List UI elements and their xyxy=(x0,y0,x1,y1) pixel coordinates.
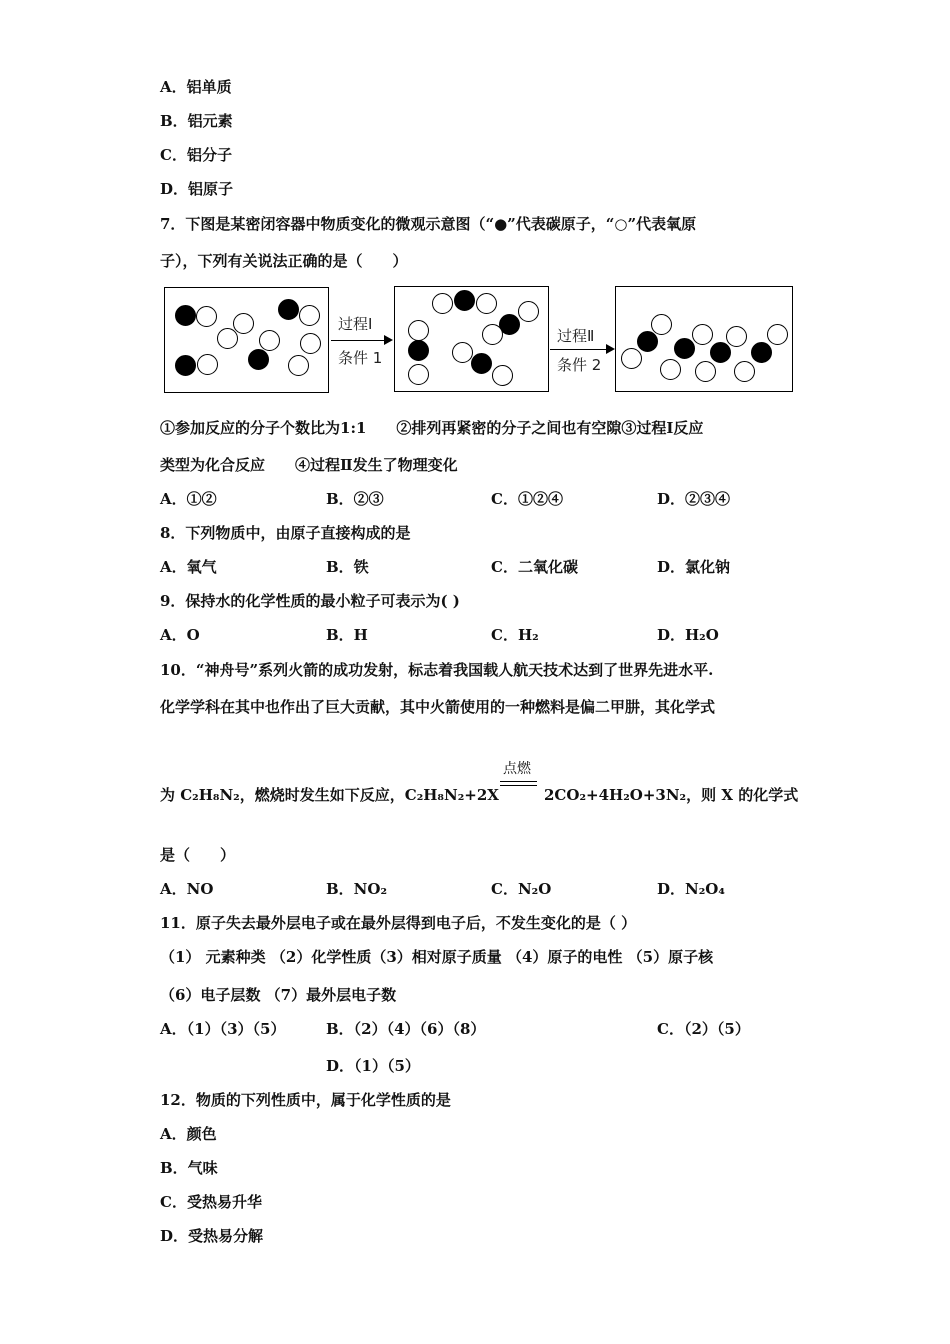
q6-option-a: A．铝单质 xyxy=(160,78,232,96)
oxygen-atom xyxy=(452,342,473,363)
oxygen-atom xyxy=(692,324,713,345)
arrow-2 xyxy=(550,349,606,350)
carbon-atom xyxy=(278,299,299,320)
q8-option-c: C．二氧化碳 xyxy=(491,558,578,576)
q10-option-b: B．NO₂ xyxy=(326,880,388,898)
oxygen-atom xyxy=(300,333,321,354)
q9-option-b: B．H xyxy=(326,626,368,644)
condition-1-label: 条件 1 xyxy=(338,349,383,367)
q10-equation-prefix: 为 C₂H₈N₂，燃烧时发生如下反应，C₂H₈N₂+2X xyxy=(160,786,499,804)
arrow-1 xyxy=(331,340,384,341)
carbon-atom xyxy=(471,353,492,374)
q8-option-b: B．铁 xyxy=(326,558,369,576)
carbon-atom xyxy=(454,290,475,311)
q12-stem: 12．物质的下列性质中，属于化学性质的是 xyxy=(160,1091,451,1109)
diagram-box-middle xyxy=(394,286,549,392)
oxygen-atom xyxy=(660,359,681,380)
oxygen-atom xyxy=(492,365,513,386)
q7-stem-line1: 7．下图是某密闭容器中物质变化的微观示意图（“●”代表碳原子，“○”代表氧原 xyxy=(160,215,697,233)
oxygen-atom xyxy=(432,293,453,314)
q9-stem: 9．保持水的化学性质的最小粒子可表示为( ) xyxy=(160,592,460,610)
q10-option-d: D．N₂O₄ xyxy=(657,880,725,898)
q7-option-b: B．②③ xyxy=(326,490,384,508)
oxygen-atom xyxy=(476,293,497,314)
oxygen-atom xyxy=(196,306,217,327)
q12-option-c: C．受热易升华 xyxy=(160,1193,262,1211)
oxygen-atom xyxy=(651,314,672,335)
carbon-atom xyxy=(710,342,731,363)
carbon-atom xyxy=(175,355,196,376)
oxygen-atom xyxy=(288,355,309,376)
q7-option-c: C．①②④ xyxy=(491,490,563,508)
q11-option-b: B．（2）（4）（6）（8） xyxy=(326,1020,486,1038)
oxygen-atom xyxy=(621,348,642,369)
q9-option-d: D．H₂O xyxy=(657,626,719,644)
diagram-box-before xyxy=(164,287,329,393)
q12-option-b: B．气味 xyxy=(160,1159,218,1177)
q7-option-a: A．①② xyxy=(160,490,217,508)
carbon-atom xyxy=(175,305,196,326)
q12-option-d: D．受热易分解 xyxy=(160,1227,264,1245)
carbon-atom xyxy=(751,342,772,363)
q11-option-d: D．（1）（5） xyxy=(326,1057,420,1075)
oxygen-atom xyxy=(695,361,716,382)
process-2-label: 过程Ⅱ xyxy=(557,327,595,345)
q7-stem-line2: 子），下列有关说法正确的是（ ） xyxy=(160,252,408,270)
carbon-atom xyxy=(408,340,429,361)
q7-statements-line1: ①参加反应的分子个数比为1:1 ②排列再紧密的分子之间也有空隙③过程Ⅰ反应 xyxy=(160,419,704,437)
diagram-box-after xyxy=(615,286,793,392)
q6-option-d: D．铝原子 xyxy=(160,180,234,198)
q8-option-a: A．氧气 xyxy=(160,558,217,576)
oxygen-atom xyxy=(299,305,320,326)
arrow-1-head xyxy=(384,335,393,345)
oxygen-atom xyxy=(408,320,429,341)
oxygen-atom xyxy=(197,354,218,375)
oxygen-atom xyxy=(217,328,238,349)
carbon-atom xyxy=(248,349,269,370)
q9-option-c: C．H₂ xyxy=(491,626,539,644)
carbon-atom xyxy=(674,338,695,359)
q11-stem: 11．原子失去最外层电子或在最外层得到电子后，不发生变化的是（ ） xyxy=(160,914,637,932)
q10-option-a: A．NO xyxy=(160,880,214,898)
oxygen-atom xyxy=(408,364,429,385)
q11-items-line1: （1） 元素种类 （2）化学性质（3）相对原子质量 （4）原子的电性 （5）原子核 xyxy=(160,948,714,966)
q11-option-c: C．（2）（5） xyxy=(657,1020,750,1038)
q11-option-a: A．（1）（3）（5） xyxy=(160,1020,286,1038)
q7-option-d: D．②③④ xyxy=(657,490,731,508)
q10-stem-line1: 10．“神舟号”系列火箭的成功发射，标志着我国载人航天技术达到了世界先进水平. xyxy=(160,661,714,679)
process-1-label: 过程Ⅰ xyxy=(338,315,373,333)
q10-equation-suffix: 2CO₂+4H₂O+3N₂，则 X 的化学式 xyxy=(544,786,799,804)
q6-option-b: B．铝元素 xyxy=(160,112,233,130)
q10-stem-line2: 化学学科在其中也作出了巨大贡献，其中火箭使用的一种燃料是偏二甲肼，其化学式 xyxy=(160,698,716,716)
carbon-atom xyxy=(637,331,658,352)
oxygen-atom xyxy=(233,313,254,334)
oxygen-atom xyxy=(259,330,280,351)
q10-stem-line4: 是（ ） xyxy=(160,846,236,864)
q10-option-c: C．N₂O xyxy=(491,880,552,898)
oxygen-atom xyxy=(518,301,539,322)
oxygen-atom xyxy=(734,361,755,382)
oxygen-atom xyxy=(726,326,747,347)
q7-statements-line2: 类型为化合反应 ④过程Ⅱ发生了物理变化 xyxy=(160,456,458,474)
q8-stem: 8．下列物质中，由原子直接构成的是 xyxy=(160,524,411,542)
reaction-equals-sign xyxy=(500,781,537,786)
q12-option-a: A．颜色 xyxy=(160,1125,217,1143)
q6-option-c: C．铝分子 xyxy=(160,146,232,164)
q9-option-a: A．O xyxy=(160,626,200,644)
arrow-2-head xyxy=(606,344,615,354)
oxygen-atom xyxy=(767,324,788,345)
reaction-condition: 点燃 xyxy=(503,761,531,777)
oxygen-atom xyxy=(482,324,503,345)
q11-items-line2: （6）电子层数 （7）最外层电子数 xyxy=(160,986,397,1004)
condition-2-label: 条件 2 xyxy=(557,356,602,374)
q8-option-d: D．氯化钠 xyxy=(657,558,731,576)
